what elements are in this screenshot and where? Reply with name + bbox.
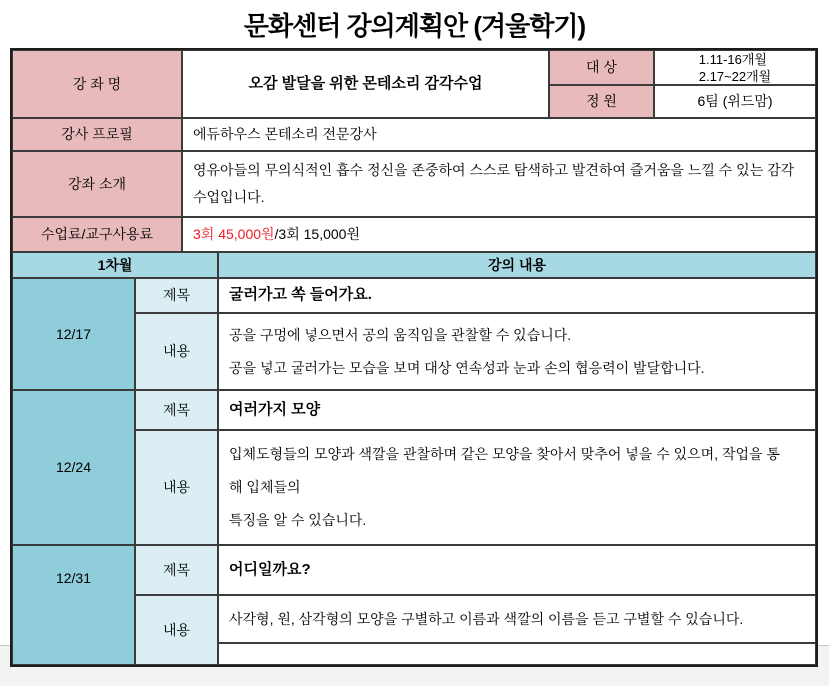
session-title-cell: 굴러가고 쏙 들어가요. — [218, 278, 816, 313]
content-label-cell: 내용 — [135, 595, 218, 665]
fee-amount-black: /3회 15,000원 — [274, 226, 360, 243]
session-content-lines: 사각형, 원, 삼각형의 모양을 구별하고 이름과 색깔의 이름을 듣고 구별할 수 있습니다. — [229, 610, 744, 627]
fee-value-cell — [182, 217, 816, 252]
session-title-cell: 어디일까요? — [218, 545, 816, 595]
fee-amount-red: 3회 45,000원 — [193, 226, 275, 243]
course-name-value-cell: 오감 발달을 위한 몬테소리 감각수업 — [182, 50, 549, 118]
session-content-lines: 입체도형들의 모양과 색깔을 관찰하며 같은 모양을 찾아서 맞추어 넣을 수 있으며, 작업을 통 해 입체들의 특징을 알 수 있습니다. — [229, 446, 780, 528]
session-date-cell: 12/31 — [12, 545, 135, 665]
title-label-cell: 제목 — [135, 545, 218, 595]
empty-content-cell — [218, 643, 816, 665]
session-date-cell: 12/17 — [12, 278, 135, 390]
title-label-cell: 제목 — [135, 278, 218, 313]
session-content-cell — [218, 313, 816, 390]
session-content-lines: 공을 구멍에 넣으면서 공의 움직임을 관찰할 수 있습니다. 공을 넣고 굴러가는 모습을 보며 대상 연속성과 눈과 손의 협응력이 발달합니다. — [229, 326, 705, 376]
capacity-label-cell: 정 원 — [549, 85, 654, 118]
content-header-cell: 강의 내용 — [218, 252, 816, 278]
page-title: 문화센터 강의계획안 (겨울학기) — [243, 11, 586, 41]
session-title-cell: 여러가지 모양 — [218, 390, 816, 430]
title-label-cell: 제목 — [135, 390, 218, 430]
target-value-lines: 1.11-16개월 2.17~22개월 — [698, 51, 772, 84]
instructor-value-cell: 에듀하우스 몬테소리 전문강사 — [182, 118, 816, 151]
intro-value-cell: 영유아들의 무의식적인 흡수 정신을 존중하여 스스로 탐색하고 발견하여 즐거움을 느낄 수 있는 감각 수업입니다. — [182, 151, 816, 217]
month-header-cell: 1차월 — [12, 252, 218, 278]
instructor-label-cell: 강사 프로필 — [12, 118, 182, 151]
course-name-label-cell: 강 좌 명 — [12, 50, 182, 118]
fee-label-cell: 수업료/교구사용료 — [12, 217, 182, 252]
intro-label-cell: 강좌 소개 — [12, 151, 182, 217]
session-content-cell — [218, 595, 816, 643]
target-value-cell — [654, 50, 816, 85]
session-content-cell — [218, 430, 816, 545]
content-label-cell: 내용 — [135, 430, 218, 545]
capacity-value-cell: 6팀 (위드맘) — [654, 85, 816, 118]
target-label-cell: 대 상 — [549, 50, 654, 85]
content-label-cell: 내용 — [135, 313, 218, 390]
session-date-cell: 12/24 — [12, 390, 135, 545]
